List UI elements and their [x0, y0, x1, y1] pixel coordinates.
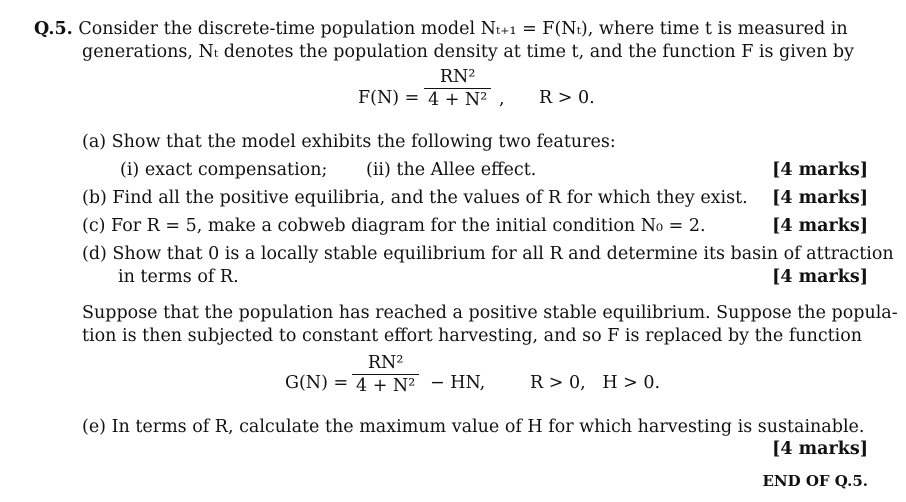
- question-number: Q.5.: [34, 19, 73, 39]
- part-a-text: (a) Show that the model exhibits the following two features:: [82, 132, 616, 152]
- intro-text-2: generations, Nₜ denotes the population density at time t, and the function F is given by: [82, 42, 855, 62]
- part-d-marks: [4 marks]: [772, 267, 868, 287]
- end-of-question: END OF Q.5.: [762, 472, 868, 490]
- g-fraction: [352, 352, 419, 397]
- part-e-marks: [4 marks]: [772, 439, 868, 459]
- harvest-text-1: Suppose that the population has reached a positive stable equilibrium. Suppose the popula-: [82, 303, 898, 323]
- f-lhs: F(N) =: [358, 88, 420, 108]
- question-intro-line-1: [34, 18, 848, 40]
- f-comma: ,: [499, 89, 505, 109]
- harvest-text-2: tion is then subjected to constant effort harvesting, and so F is replaced by the function: [82, 326, 863, 346]
- g-denominator: 4 + N²: [356, 376, 416, 396]
- f-condition: R > 0.: [539, 88, 595, 108]
- g-rest: − HN,: [430, 373, 486, 393]
- part-d-text-1: (d) Show that 0 is a locally stable equilibrium for all R and determine its basin of attraction: [82, 244, 894, 264]
- f-numerator: RN²: [439, 67, 476, 87]
- part-a-marks: [4 marks]: [772, 160, 868, 180]
- g-numerator: RN²: [367, 353, 404, 373]
- part-e-text: (e) In terms of R, calculate the maximum value of H for which harvesting is sustainable.: [82, 417, 865, 437]
- f-fraction: [424, 66, 491, 111]
- part-b-text: (b) Find all the positive equilibria, and the values of R for which they exist.: [82, 188, 748, 208]
- part-c-marks: [4 marks]: [772, 216, 868, 236]
- g-condition: R > 0, H > 0.: [530, 373, 661, 393]
- part-d-text-2: in terms of R.: [118, 267, 239, 287]
- part-a-ii: (ii) the Allee effect.: [366, 160, 537, 180]
- part-c-text: (c) For R = 5, make a cobweb diagram for the initial condition N₀ = 2.: [82, 216, 706, 236]
- part-a-i: (i) exact compensation;: [120, 160, 328, 180]
- intro-text-1: Consider the discrete-time population model Nₜ₊₁ = F(Nₜ), where time t is measured in: [78, 19, 848, 39]
- g-lhs: G(N) =: [285, 373, 349, 393]
- part-b-marks: [4 marks]: [772, 188, 868, 208]
- f-denominator: 4 + N²: [428, 90, 488, 110]
